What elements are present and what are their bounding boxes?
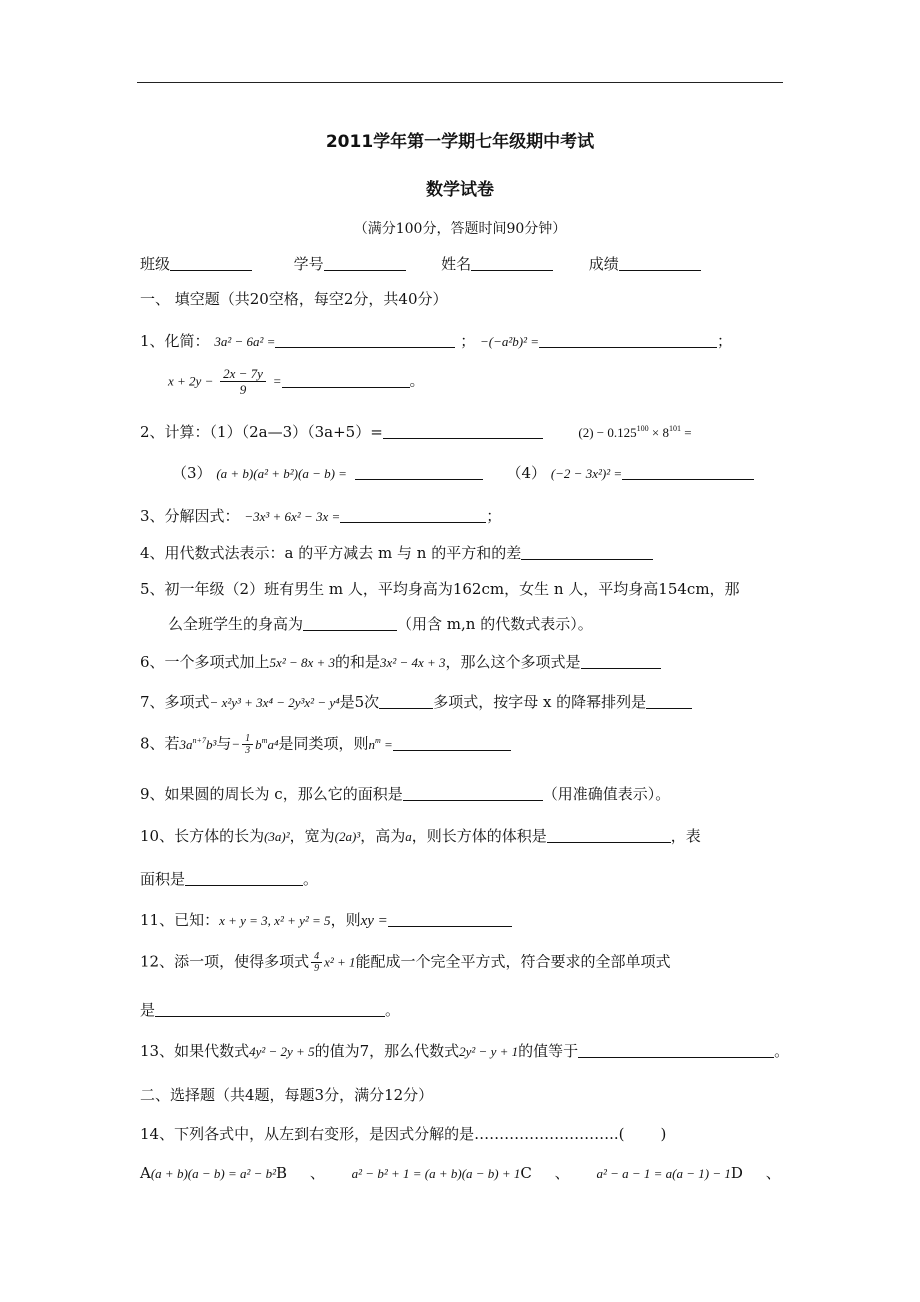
q3-blank[interactable] [340,508,486,523]
question-5: 5、初一年级（2）班有男生 m 人，平均身高为162cm，女生 n 人，平均身高154cm，那 [140,580,740,598]
q2-part2: $(2) - 0.125^{100} \times 8^{101}$ = [578,424,692,440]
number-blank[interactable] [324,256,406,271]
q1-expr2: −(−a²b)² = [480,334,540,349]
question-14-options: A(a + b)(a − b) = a² − b²B 、 a² − b² + 1 = (a + b)(a − b) + 1C 、 a² − a − 1 = a(a − 1) − 1D 、 [140,1164,781,1182]
option-a-label[interactable]: A [140,1164,151,1182]
name-blank[interactable] [471,256,553,271]
option-c-expr: a² − a − 1 = a(a − 1) − 1 [596,1166,731,1181]
name-label: 姓名 [441,255,472,273]
question-3: 3、分解因式： −3x³ + 6x² − 3x = ； [140,507,502,525]
question-8: 8、若$3a^{n+7}b^3$与− $\frac{1}{3}$ $b^ma^4$是同类项，则$n^m$ = [140,733,511,756]
option-c-label[interactable]: C [520,1164,532,1182]
q1-blank1[interactable] [275,333,455,348]
q1-fraction: $\frac{2x - 7y}{9}$ [220,366,266,397]
score-label: 成绩 [588,255,619,273]
question-10: 10、长方体的长为(3a)²，宽为(2a)³，高为a，则长方体的体积是 ，表 [140,827,701,845]
header-rule [137,82,783,83]
q12-fraction: $\frac{4}{9}$ [311,951,322,974]
question-1: 1、化简： 3a² − 6a² = ； −(−a²b)² = ； [140,332,733,350]
q13-blank[interactable] [578,1043,774,1058]
q9-blank[interactable] [403,786,543,801]
question-9: 9、如果圆的周长为 c，那么它的面积是 （用准确值表示）。 [140,785,671,803]
q2-blank4[interactable] [622,465,754,480]
question-14: 14、下列各式中，从左到右变形，是因式分解的是………………………..( ) [140,1125,667,1143]
exam-note: （满分100分，答题时间90分钟） [353,221,567,237]
section2-heading: 二、选择题（共4题，每题3分，满分12分） [140,1086,434,1104]
question-2: 2、计算：（1）（2a—3）（3a+5）= $(2) - 0.125^{100} \times 8^{101}$ = [140,423,692,441]
number-label: 学号 [293,255,324,273]
q2-blank1[interactable] [383,424,543,439]
section1-heading: 一、 填空题（共20空格，每空2分，共40分） [140,290,448,308]
question-1-part3: x + 2y − $\frac{2x - 7y}{9}$ = 。 [168,366,425,397]
option-b-label[interactable]: B [276,1164,288,1182]
question-6: 6、一个多项式加上5x² − 8x + 3的和是3x² − 4x + 3，那么这个多项式是 [140,652,661,673]
option-d-label[interactable]: D [730,1164,743,1182]
q1-blank3[interactable] [282,373,410,388]
class-label: 班级 [140,255,171,273]
student-info-row [140,254,701,274]
q8-fraction: $\frac{1}{3}$ [242,733,253,756]
q7-blank1[interactable] [379,694,433,709]
question-12: 12、添一项，使得多项式 $\frac{4}{9}$ x² + 1能配成一个完全平方式，符合要求的全部单项式 [140,951,671,974]
q7-blank2[interactable] [646,694,692,709]
q6-blank[interactable] [581,654,661,669]
question-4: 4、用代数式法表示：a 的平方减去 m 与 n 的平方和的差 [140,543,653,563]
exam-title: 2011学年第一学期七年级期中考试 [325,132,595,152]
q8-blank[interactable] [393,736,511,751]
question-11: 11、已知：x + y = 3, x² + y² = 5，则xy = [140,910,512,931]
class-blank[interactable] [170,256,252,271]
q5-blank[interactable] [303,616,397,631]
question-2-parts: （3） (a + b)(a² + b²)(a − b) = （4） (−2 − 3x²)² = [172,463,754,484]
q1-expr1: 3a² − 6a² = [214,334,276,349]
q4-blank[interactable] [521,545,653,560]
q2-blank3[interactable] [355,465,483,480]
option-a-expr: (a + b)(a − b) = a² − b² [150,1166,277,1181]
q1-blank2[interactable] [539,333,717,348]
exam-subtitle: 数学试卷 [426,180,494,200]
score-blank[interactable] [619,256,701,271]
option-b-expr: a² − b² + 1 = (a + b)(a − b) + 1 [351,1166,521,1181]
question-13: 13、如果代数式4y² − 2y + 5的值为7，那么代数式2y² − y + 1的值等于 。 [140,1042,790,1060]
question-12-line2: 是 。 [140,1001,401,1019]
question-10-line2: 面积是 。 [140,870,319,888]
q12-blank[interactable] [155,1002,385,1017]
q10-blank1[interactable] [547,828,671,843]
q11-blank[interactable] [388,912,512,927]
q10-blank2[interactable] [185,871,303,886]
question-5-line2: 么全班学生的身高为 （用含 m,n 的代数式表示）。 [168,615,593,633]
question-7: 7、多项式− x²y³ + 3x⁴ − 2y³x² − y⁴是5次 多项式，按字母 x 的降幂排列是 [140,692,692,713]
